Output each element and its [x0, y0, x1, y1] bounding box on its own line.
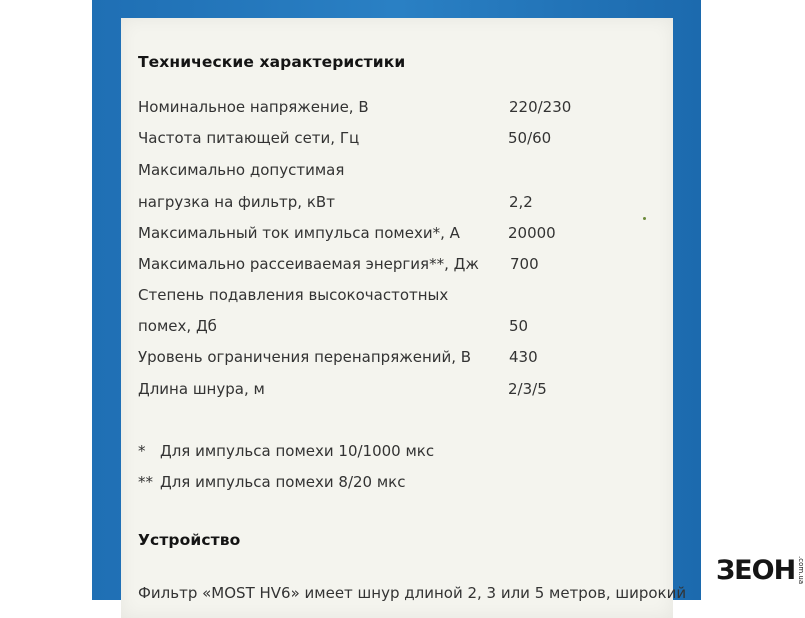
spec-row: [121, 286, 673, 314]
footnote-mark: *: [138, 442, 146, 460]
footnote: [138, 442, 434, 460]
spec-label: Максимально допустимая: [138, 161, 345, 179]
spec-row: [121, 224, 673, 252]
footnote-mark: **: [138, 473, 153, 491]
spec-row: [121, 98, 673, 126]
spec-label: нагрузка на фильтр, кВт: [138, 193, 335, 211]
spec-label: Длина шнура, м: [138, 380, 265, 398]
watermark-main: ЗЕОН: [716, 554, 796, 586]
spec-label: Уровень ограничения перенапряжений, В: [138, 348, 472, 366]
spec-row: [121, 161, 673, 189]
spec-row: [121, 255, 673, 283]
device-heading: Устройство: [138, 531, 241, 549]
spec-label: помех, Дб: [138, 317, 217, 335]
spec-row: [121, 193, 673, 221]
spec-value: 700: [510, 255, 539, 273]
speck-dot: [643, 217, 646, 220]
spec-label: Степень подавления высокочастотных: [138, 286, 449, 304]
spec-value: 20000: [508, 224, 556, 242]
spec-row: [121, 317, 673, 345]
specs-heading: Технические характеристики: [138, 53, 406, 71]
spec-panel: [121, 18, 687, 618]
device-description: Фильтр «MOST HV6» имеет шнур длиной 2, 3 или 5 метров, широкий: [138, 584, 687, 602]
footnote-text: Для импульса помехи 8/20 мкс: [160, 473, 406, 491]
watermark-sub: .com.ua: [797, 555, 805, 585]
spec-value: 50: [509, 317, 529, 335]
spec-value: 2/3/5: [508, 380, 547, 398]
spec-value: 220/230: [509, 98, 572, 116]
spec-row: [121, 129, 673, 157]
footnote: [138, 473, 405, 491]
spec-value: 2,2: [509, 193, 533, 211]
footnote-text: Для импульса помехи 10/1000 мкс: [160, 442, 435, 460]
spec-label: Максимально рассеиваемая энергия**, Дж: [138, 255, 479, 273]
spec-row: [121, 380, 673, 408]
spec-value: 430: [509, 348, 538, 366]
spec-label: Частота питающей сети, Гц: [138, 129, 360, 147]
spec-label: Номинальное напряжение, В: [138, 98, 369, 116]
watermark-logo: [716, 553, 804, 587]
spec-label: Максимальный ток импульса помехи*, А: [138, 224, 460, 242]
spec-row: [121, 348, 673, 376]
spec-value: 50/60: [508, 129, 552, 147]
